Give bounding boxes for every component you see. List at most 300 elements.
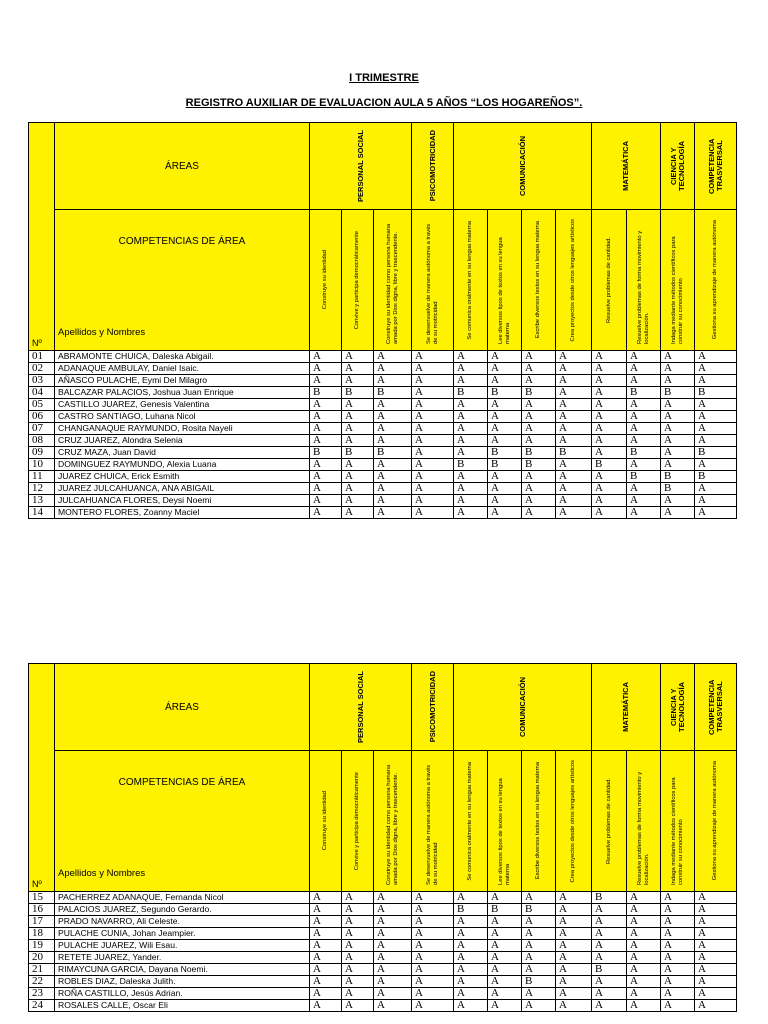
- grade-cell: A: [661, 399, 695, 411]
- grade-cell: A: [627, 351, 661, 363]
- competencia-name: Resuelve problemas de forma movimiento y localización.: [636, 771, 650, 885]
- student-name: PRADO NAVARRO, Ali Celeste.: [55, 916, 310, 928]
- student-row: [29, 423, 737, 435]
- competencia-name: Resuelve problemas de forma movimiento y localización.: [636, 230, 650, 344]
- grade-cell: A: [488, 471, 522, 483]
- grade-cell: A: [488, 928, 522, 940]
- grade-cell: B: [695, 471, 737, 483]
- area-name: MATEMÁTICA: [621, 141, 630, 191]
- grade-cell: A: [374, 507, 412, 519]
- student-number: 02: [29, 363, 55, 375]
- grade-cell: B: [592, 459, 627, 471]
- grade-cell: A: [454, 928, 488, 940]
- grade-cell: A: [412, 363, 454, 375]
- area-header: [695, 123, 737, 210]
- grade-cell: A: [556, 411, 592, 423]
- competencia-header: [310, 751, 342, 892]
- grade-cell: A: [592, 471, 627, 483]
- grade-cell: A: [627, 459, 661, 471]
- grade-cell: A: [695, 351, 737, 363]
- grade-cell: A: [374, 375, 412, 387]
- grade-cell: A: [310, 423, 342, 435]
- grade-cell: A: [412, 904, 454, 916]
- grade-cell: A: [592, 435, 627, 447]
- competencias-label: COMPETENCIAS DE ÁREA: [118, 777, 246, 788]
- student-number: 07: [29, 423, 55, 435]
- grade-cell: A: [374, 423, 412, 435]
- student-number: 10: [29, 459, 55, 471]
- student-row: [29, 363, 737, 375]
- grade-cell: B: [695, 387, 737, 399]
- grade-cell: A: [488, 495, 522, 507]
- grade-cell: A: [556, 387, 592, 399]
- grade-cell: A: [412, 435, 454, 447]
- grade-cell: A: [342, 988, 374, 1000]
- competencia-name: Indaga mediante métodos científicos para construir su conocimiento: [670, 236, 684, 344]
- grade-cell: A: [412, 471, 454, 483]
- grade-cell: A: [412, 892, 454, 904]
- grade-cell: A: [374, 964, 412, 976]
- grade-cell: B: [522, 447, 556, 459]
- area-name: PERSONAL SOCIAL: [355, 671, 365, 743]
- grade-cell: A: [342, 375, 374, 387]
- student-name: CRUZ MAZA, Juan David: [55, 447, 310, 459]
- area-header: [592, 123, 661, 210]
- grade-cell: B: [592, 892, 627, 904]
- grade-cell: A: [412, 423, 454, 435]
- grade-cell: A: [488, 375, 522, 387]
- grade-cell: B: [488, 447, 522, 459]
- grade-cell: B: [488, 387, 522, 399]
- grade-cell: A: [310, 964, 342, 976]
- student-number: 22: [29, 976, 55, 988]
- student-row: [29, 435, 737, 447]
- grade-cell: A: [374, 471, 412, 483]
- grade-cell: A: [374, 928, 412, 940]
- area-header: [695, 664, 737, 751]
- student-row: [29, 507, 737, 519]
- student-name: ABRAMONTE CHUICA, Daleska Abigail.: [55, 351, 310, 363]
- grade-cell: A: [627, 916, 661, 928]
- grade-cell: A: [310, 952, 342, 964]
- grade-cell: A: [342, 904, 374, 916]
- grade-cell: A: [342, 471, 374, 483]
- grade-cell: A: [592, 411, 627, 423]
- student-row: [29, 904, 737, 916]
- grade-cell: A: [556, 940, 592, 952]
- grade-cell: A: [661, 988, 695, 1000]
- grade-cell: A: [342, 483, 374, 495]
- apellidos-label: Apellidos y Nombres: [58, 327, 146, 338]
- grade-cell: A: [488, 363, 522, 375]
- grade-cell: A: [488, 892, 522, 904]
- student-number: 06: [29, 411, 55, 423]
- grade-cell: A: [310, 928, 342, 940]
- grade-cell: A: [661, 916, 695, 928]
- competencia-header: [454, 751, 488, 892]
- area-name: MATEMÁTICA: [621, 682, 630, 732]
- grade-cell: A: [454, 952, 488, 964]
- grade-cell: A: [695, 976, 737, 988]
- grade-cell: A: [592, 351, 627, 363]
- competencia-name: Gestiona su aprendizaje de manera autónoma: [712, 761, 719, 881]
- grade-cell: A: [412, 976, 454, 988]
- student-name: MONTERO FLORES, Zoanny Maciel: [55, 507, 310, 519]
- grade-cell: A: [310, 1000, 342, 1012]
- grade-cell: A: [374, 976, 412, 988]
- grade-cell: A: [522, 1000, 556, 1012]
- student-number: 01: [29, 351, 55, 363]
- grade-cell: A: [310, 916, 342, 928]
- grade-cell: A: [556, 1000, 592, 1012]
- area-name: CIENCIA Y TECNOLOGÍA: [668, 682, 686, 732]
- grade-cell: A: [342, 351, 374, 363]
- grade-cell: B: [627, 471, 661, 483]
- grade-cell: A: [310, 363, 342, 375]
- grade-cell: A: [454, 976, 488, 988]
- student-row: [29, 351, 737, 363]
- student-name: CRUZ JUAREZ, Alondra Selenia: [55, 435, 310, 447]
- student-number: 13: [29, 495, 55, 507]
- student-name: PULACHE CUNIA, Johan Jeampier.: [55, 928, 310, 940]
- grade-cell: B: [488, 459, 522, 471]
- grade-cell: A: [342, 964, 374, 976]
- student-name: RETETE JUAREZ, Yander.: [55, 952, 310, 964]
- competencia-name: Se comunica oralmente en su lengua materna: [467, 220, 474, 340]
- student-name: PALACIOS JUAREZ, Segundo Gerardo.: [55, 904, 310, 916]
- grade-cell: B: [454, 387, 488, 399]
- grade-cell: A: [454, 399, 488, 411]
- competencia-header: [374, 210, 412, 351]
- grade-cell: B: [661, 483, 695, 495]
- grade-cell: A: [556, 916, 592, 928]
- student-name: JUAREZ JULCAHUANCA, ANA ABIGAIL: [55, 483, 310, 495]
- grade-cell: A: [310, 940, 342, 952]
- student-number: 20: [29, 952, 55, 964]
- grade-cell: A: [695, 904, 737, 916]
- competencia-name: Lee diversos tipos de textos en su lengua materna: [497, 237, 511, 344]
- grade-cell: A: [412, 495, 454, 507]
- grade-cell: A: [695, 940, 737, 952]
- grade-cell: A: [310, 375, 342, 387]
- grade-cell: A: [556, 435, 592, 447]
- grade-cell: A: [661, 495, 695, 507]
- grade-cell: A: [627, 988, 661, 1000]
- competencias-cell: [55, 210, 310, 351]
- area-header: [454, 664, 592, 751]
- grade-cell: A: [522, 375, 556, 387]
- grade-cell: A: [454, 483, 488, 495]
- grade-cell: A: [627, 904, 661, 916]
- grade-cell: A: [522, 964, 556, 976]
- competencia-name: Lee diversos tipos de textos en su lengua materna: [497, 778, 511, 885]
- grade-cell: A: [454, 375, 488, 387]
- grade-cell: A: [695, 507, 737, 519]
- grade-cell: A: [522, 495, 556, 507]
- grade-cell: A: [412, 375, 454, 387]
- grade-cell: A: [522, 916, 556, 928]
- student-row: [29, 976, 737, 988]
- grade-cell: A: [661, 904, 695, 916]
- grade-cell: A: [695, 399, 737, 411]
- student-row: [29, 916, 737, 928]
- grade-cell: A: [342, 459, 374, 471]
- competencia-name: Crea proyectos desde otros lenguajes artísticos: [570, 218, 577, 342]
- grade-cell: A: [488, 964, 522, 976]
- grade-cell: A: [412, 988, 454, 1000]
- student-name: JULCAHUANCA FLORES, Deysi Noemi: [55, 495, 310, 507]
- student-number: 12: [29, 483, 55, 495]
- num-header: Nº: [29, 664, 55, 892]
- grade-cell: A: [695, 952, 737, 964]
- grade-cell: A: [488, 399, 522, 411]
- student-number: 05: [29, 399, 55, 411]
- competencia-header: [556, 751, 592, 892]
- area-header: [412, 123, 454, 210]
- competencia-header: [454, 210, 488, 351]
- grade-cell: B: [454, 459, 488, 471]
- area-header: [412, 664, 454, 751]
- area-name: COMPETENCIA TRASVERSAL: [706, 679, 724, 735]
- competencia-header: [342, 751, 374, 892]
- grade-cell: A: [454, 471, 488, 483]
- grade-cell: B: [342, 387, 374, 399]
- apellidos-label: Apellidos y Nombres: [58, 868, 146, 879]
- grade-cell: A: [488, 507, 522, 519]
- grade-cell: A: [592, 495, 627, 507]
- competencias-label: COMPETENCIAS DE ÁREA: [118, 236, 246, 247]
- grade-cell: B: [556, 447, 592, 459]
- document-subtitle: REGISTRO AUXILIAR DE EVALUACION AULA 5 AÑOS “LOS HOGAREÑOS”.: [185, 97, 583, 109]
- competencia-name: Crea proyectos desde otros lenguajes artísticos: [570, 759, 577, 883]
- grade-cell: B: [310, 387, 342, 399]
- area-name: CIENCIA Y TECNOLOGÍA: [668, 141, 686, 191]
- grade-cell: A: [488, 952, 522, 964]
- grade-cell: A: [592, 399, 627, 411]
- competencia-header: [522, 210, 556, 351]
- grade-cell: A: [454, 1000, 488, 1012]
- grade-cell: A: [627, 435, 661, 447]
- grade-cell: A: [310, 495, 342, 507]
- grade-cell: A: [661, 952, 695, 964]
- grade-cell: A: [627, 495, 661, 507]
- competencia-header: [556, 210, 592, 351]
- grade-cell: A: [627, 483, 661, 495]
- area-name: COMUNICACIÓN: [517, 677, 527, 737]
- grade-cell: A: [695, 928, 737, 940]
- grade-cell: A: [454, 916, 488, 928]
- grade-cell: A: [310, 904, 342, 916]
- grade-cell: A: [488, 1000, 522, 1012]
- grade-cell: B: [522, 904, 556, 916]
- grade-cell: A: [342, 952, 374, 964]
- grade-cell: A: [488, 351, 522, 363]
- grade-cell: A: [695, 988, 737, 1000]
- grade-cell: A: [592, 483, 627, 495]
- grade-cell: A: [342, 1000, 374, 1012]
- competencias-cell: [55, 751, 310, 892]
- grade-cell: A: [522, 411, 556, 423]
- grade-cell: A: [374, 892, 412, 904]
- student-row: [29, 964, 737, 976]
- grade-cell: A: [454, 495, 488, 507]
- student-name: ROÑA CASTILLO, Jesús Adrian.: [55, 988, 310, 1000]
- grade-cell: A: [454, 363, 488, 375]
- areas-label: ÁREAS: [55, 664, 310, 751]
- competencia-header: [627, 210, 661, 351]
- grade-cell: A: [374, 495, 412, 507]
- grade-cell: A: [310, 435, 342, 447]
- grade-cell: A: [342, 411, 374, 423]
- grade-cell: A: [627, 363, 661, 375]
- grade-cell: A: [661, 459, 695, 471]
- competencia-name: Indaga mediante métodos científicos para construir su conocimiento: [670, 777, 684, 885]
- grade-cell: A: [488, 423, 522, 435]
- grade-cell: A: [661, 435, 695, 447]
- grade-cell: A: [310, 988, 342, 1000]
- competencia-header: [310, 210, 342, 351]
- grade-cell: A: [310, 399, 342, 411]
- grade-cell: B: [454, 904, 488, 916]
- grade-cell: B: [488, 904, 522, 916]
- grade-cell: A: [695, 1000, 737, 1012]
- grade-cell: A: [454, 447, 488, 459]
- grade-cell: A: [522, 471, 556, 483]
- grade-cell: A: [310, 351, 342, 363]
- grade-cell: A: [454, 411, 488, 423]
- grade-cell: B: [522, 459, 556, 471]
- grade-cell: B: [342, 447, 374, 459]
- grade-cell: A: [627, 976, 661, 988]
- student-row: [29, 471, 737, 483]
- competencia-header: [695, 210, 737, 351]
- student-number: 16: [29, 904, 55, 916]
- grade-cell: A: [342, 976, 374, 988]
- grade-cell: B: [627, 447, 661, 459]
- grade-cell: A: [661, 940, 695, 952]
- grade-cell: A: [661, 1000, 695, 1012]
- grade-cell: A: [374, 459, 412, 471]
- grade-cell: A: [592, 916, 627, 928]
- grade-cell: A: [454, 507, 488, 519]
- grade-cell: A: [412, 964, 454, 976]
- grade-cell: A: [627, 952, 661, 964]
- grade-cell: A: [556, 483, 592, 495]
- grade-cell: A: [661, 423, 695, 435]
- grade-cell: A: [522, 483, 556, 495]
- grade-cell: A: [661, 964, 695, 976]
- grade-cell: A: [412, 916, 454, 928]
- grade-cell: A: [374, 988, 412, 1000]
- grade-cell: B: [592, 964, 627, 976]
- grade-cell: A: [661, 363, 695, 375]
- grade-cell: A: [488, 988, 522, 1000]
- grade-cell: A: [695, 363, 737, 375]
- grade-cell: A: [627, 507, 661, 519]
- area-header: [310, 123, 412, 210]
- grade-cell: A: [374, 363, 412, 375]
- grade-cell: A: [627, 964, 661, 976]
- grade-cell: A: [592, 1000, 627, 1012]
- student-row: [29, 940, 737, 952]
- grade-cell: A: [556, 988, 592, 1000]
- competencia-name: Escribe diversos textos en su lengua materna: [535, 762, 542, 880]
- student-number: 23: [29, 988, 55, 1000]
- student-name: CASTRO SANTIAGO, Luhana Nicol: [55, 411, 310, 423]
- grade-cell: A: [342, 423, 374, 435]
- grade-cell: A: [374, 952, 412, 964]
- student-name: AÑASCO PULACHE, Eymi Del Milagro: [55, 375, 310, 387]
- student-name: BALCAZAR PALACIOS, Joshua Juan Enrique: [55, 387, 310, 399]
- grade-cell: A: [374, 1000, 412, 1012]
- grade-cell: A: [627, 423, 661, 435]
- competencia-header: [488, 751, 522, 892]
- grade-cell: A: [488, 916, 522, 928]
- grade-cell: A: [556, 423, 592, 435]
- area-header: [661, 664, 695, 751]
- grade-cell: A: [556, 351, 592, 363]
- student-number: 04: [29, 387, 55, 399]
- student-row: [29, 892, 737, 904]
- student-number: 21: [29, 964, 55, 976]
- grade-cell: A: [695, 435, 737, 447]
- grade-cell: A: [592, 952, 627, 964]
- student-row: [29, 988, 737, 1000]
- grade-cell: A: [342, 435, 374, 447]
- grade-cell: A: [412, 940, 454, 952]
- competencia-header: [592, 210, 627, 351]
- student-number: 24: [29, 1000, 55, 1012]
- student-name: PACHERREZ ADANAQUE, Fernanda Nicol: [55, 892, 310, 904]
- grade-cell: A: [556, 459, 592, 471]
- competencia-name: Construye su identidad como persona humana amada por Dios digna, libre y trascendente.: [385, 764, 399, 885]
- grade-cell: A: [374, 904, 412, 916]
- grade-cell: A: [661, 892, 695, 904]
- competencia-name: Se desenvuelve de manera autónoma a través de su motricidad: [425, 223, 439, 344]
- grade-cell: A: [661, 976, 695, 988]
- student-number: 08: [29, 435, 55, 447]
- competencia-header: [412, 751, 454, 892]
- grade-cell: A: [488, 940, 522, 952]
- grade-cell: B: [522, 976, 556, 988]
- grade-cell: A: [661, 507, 695, 519]
- student-name: CASTILLO JUAREZ, Genesis Valentina: [55, 399, 310, 411]
- grade-cell: A: [661, 375, 695, 387]
- area-name: PSICOMOTRICIDAD: [427, 671, 437, 743]
- grade-cell: B: [661, 387, 695, 399]
- student-name: PULACHE JUAREZ, Wili Esau.: [55, 940, 310, 952]
- student-name: ROBLES DIAZ, Daleska Julith.: [55, 976, 310, 988]
- grade-cell: A: [592, 507, 627, 519]
- grade-cell: A: [592, 375, 627, 387]
- grade-cell: A: [412, 447, 454, 459]
- grade-cell: A: [556, 471, 592, 483]
- grade-cell: A: [592, 904, 627, 916]
- student-row: [29, 447, 737, 459]
- grade-cell: A: [522, 351, 556, 363]
- competencia-header: [592, 751, 627, 892]
- grade-cell: A: [556, 928, 592, 940]
- area-header: [661, 123, 695, 210]
- area-name: COMUNICACIÓN: [517, 136, 527, 196]
- grade-cell: A: [488, 483, 522, 495]
- grade-cell: A: [454, 351, 488, 363]
- grade-cell: A: [695, 964, 737, 976]
- grade-cell: A: [592, 387, 627, 399]
- grade-cell: A: [454, 423, 488, 435]
- grade-cell: A: [310, 411, 342, 423]
- grade-cell: A: [556, 976, 592, 988]
